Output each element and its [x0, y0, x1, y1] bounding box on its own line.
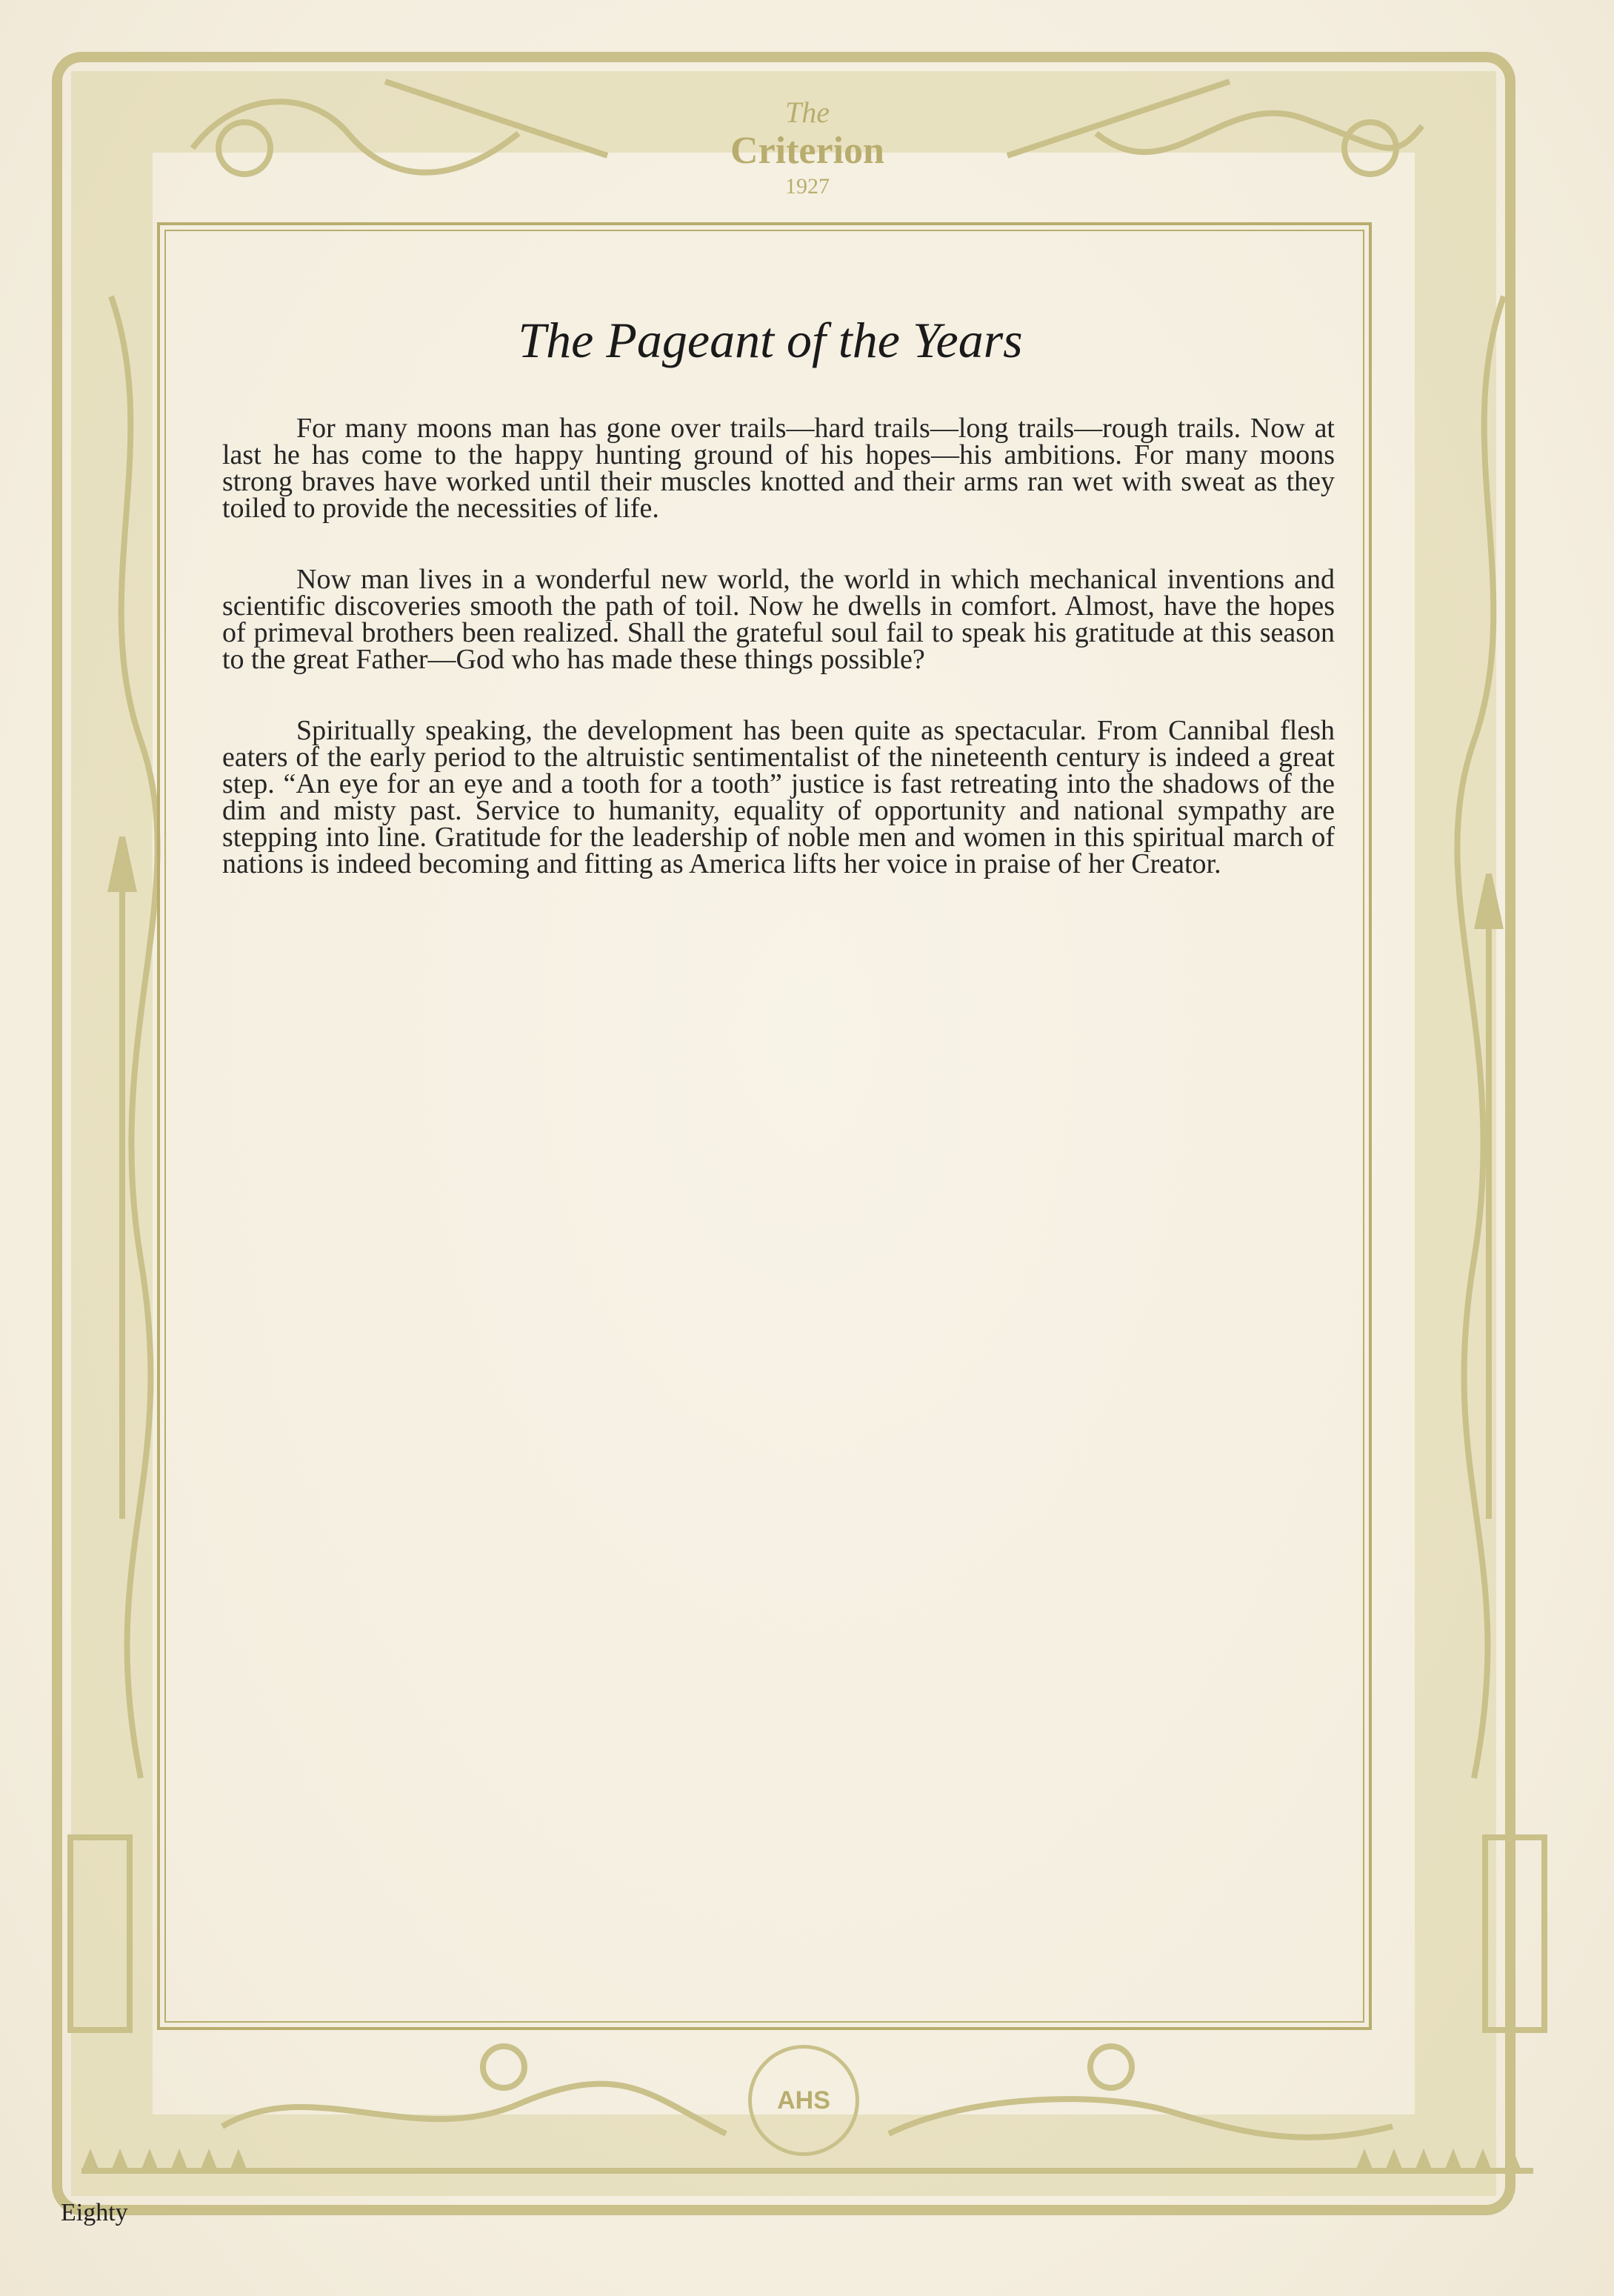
header-line-criterion: Criterion [730, 130, 884, 172]
paragraph: Now man lives in a wonderful new world, the world in which mechanical inventions and scientific discoveries smooth the path of toil. Now he dwells in comfort. Almost, have the hopes of primeval brothers been realized. Shall the grateful soul fail to speak his gratitude at this season to the great Father—God who has made these things possible? [222, 564, 1335, 675]
paragraph: Spiritually speaking, the development has been quite as spectacular. From Cannibal flesh eaters of the early period to the altruistic sentimentalist of the nineteenth century is indeed a great step. “An eye for an eye and a tooth for a tooth” justice is fast retreating into the shadows of the dim and misty past. Service to humanity, equality of opportunity and national sympathy are stepping into line. Gratitude for the leadership of noble men and women in this spiritual march of nations is indeed becoming and fitting as America lifts her voice in praise of her Creator. [222, 715, 1335, 879]
paragraph: For many moons man has gone over trails—hard trails—long trails—rough trails. Now at last he has come to the happy hunting ground of his hopes—his ambitions. For many moons strong braves have worked until their muscles knotted and their arms ran wet with sweat as they toiled to provide the necessities of life. [222, 413, 1335, 524]
header-line-year: 1927 [785, 174, 830, 199]
school-seal: AHS [748, 2045, 859, 2156]
page-number: Eighty [61, 2199, 128, 2226]
header-line-the: The [785, 96, 830, 129]
page-title: The Pageant of the Years [518, 312, 1023, 368]
article-body [222, 415, 1335, 922]
criterion-header-mark [659, 96, 956, 200]
